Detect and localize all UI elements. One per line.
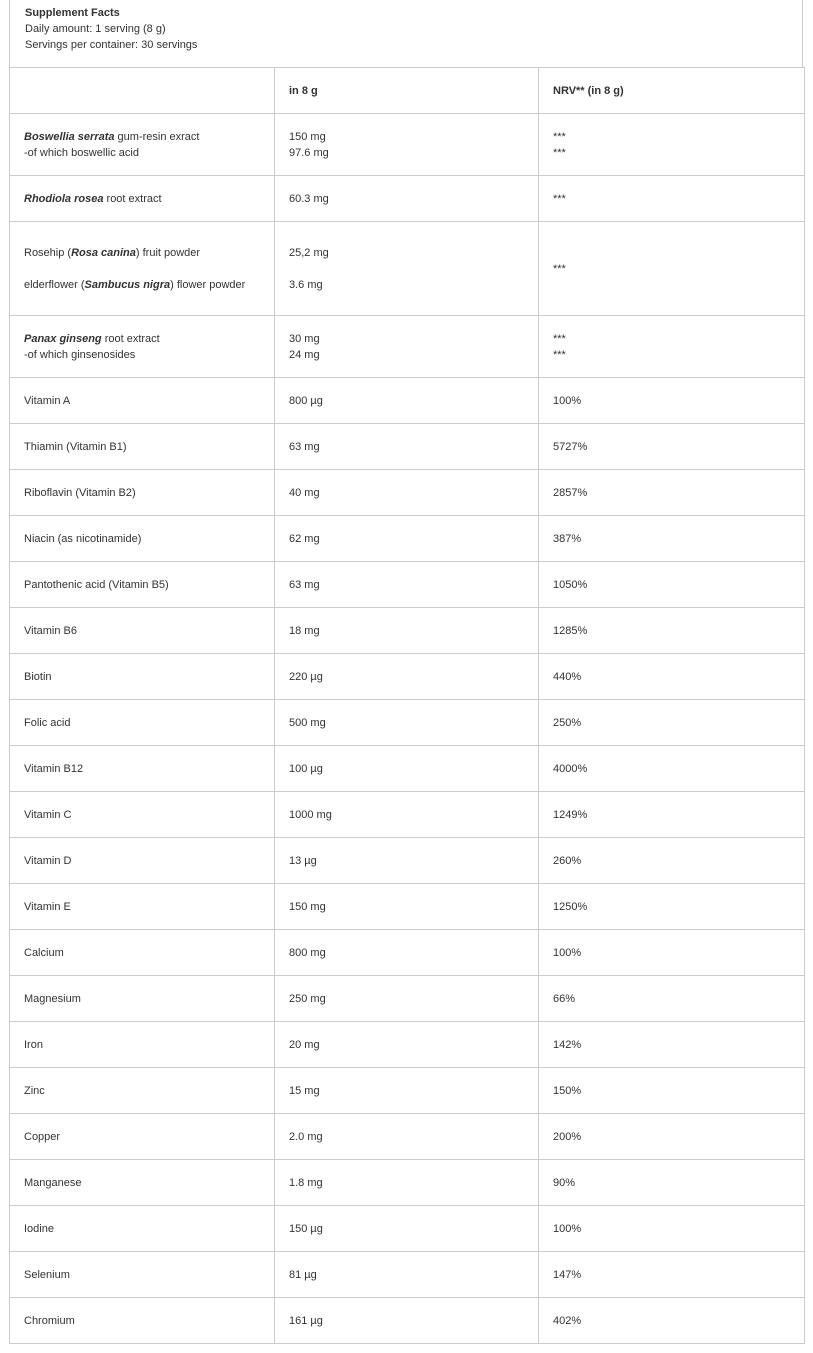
ingredient-part: ) flower powder bbox=[170, 278, 246, 291]
ingredient-nrv: 250% bbox=[539, 700, 805, 746]
ingredient-name bbox=[10, 176, 275, 222]
ingredient-part: root extract bbox=[103, 192, 162, 205]
ingredient-amount: 15 mg bbox=[275, 1068, 539, 1114]
ingredient-amount: 13 µg bbox=[275, 838, 539, 884]
ingredient-name: Vitamin E bbox=[10, 884, 275, 930]
table-row bbox=[10, 1068, 805, 1114]
ingredient-name: Vitamin D bbox=[10, 838, 275, 884]
ingredient-name: Chromium bbox=[10, 1298, 275, 1344]
facts-table bbox=[9, 67, 805, 1344]
nrv-value: *** bbox=[553, 332, 566, 345]
latin-name: Rosa canina bbox=[71, 246, 136, 259]
ingredient-nrv: *** bbox=[539, 176, 805, 222]
ingredient-nrv: 150% bbox=[539, 1068, 805, 1114]
header-ingredient bbox=[10, 68, 275, 114]
ingredient-name: Manganese bbox=[10, 1160, 275, 1206]
ingredient-name bbox=[10, 114, 275, 176]
table-row bbox=[10, 1252, 805, 1298]
table-row bbox=[10, 884, 805, 930]
ingredient-amount: 63 mg bbox=[275, 562, 539, 608]
header-nrv: NRV** (in 8 g) bbox=[539, 68, 805, 114]
table-row bbox=[10, 1298, 805, 1344]
ingredient-nrv: 5727% bbox=[539, 424, 805, 470]
ingredient-part: root extract bbox=[101, 332, 160, 345]
table-row bbox=[10, 838, 805, 884]
ingredient-nrv: 2857% bbox=[539, 470, 805, 516]
ingredient-name: Folic acid bbox=[10, 700, 275, 746]
ingredient-nrv: 100% bbox=[539, 930, 805, 976]
ingredient-nrv: 387% bbox=[539, 516, 805, 562]
latin-name: Panax ginseng bbox=[24, 332, 102, 345]
sub-amount-value: 97.6 mg bbox=[289, 146, 329, 159]
table-header-row bbox=[10, 68, 805, 114]
ingredient-nrv bbox=[539, 114, 805, 176]
sub-amount-value: 24 mg bbox=[289, 348, 320, 361]
ingredient-nrv: 402% bbox=[539, 1298, 805, 1344]
ingredient-nrv: 100% bbox=[539, 1206, 805, 1252]
ingredient-nrv: 1285% bbox=[539, 608, 805, 654]
ingredient-name: Vitamin B12 bbox=[10, 746, 275, 792]
facts-title: Supplement Facts bbox=[25, 7, 120, 19]
daily-amount: Daily amount: 1 serving (8 g) bbox=[25, 23, 166, 35]
ingredient-name: Selenium bbox=[10, 1252, 275, 1298]
ingredient-name: Iron bbox=[10, 1022, 275, 1068]
ingredient-nrv bbox=[539, 316, 805, 378]
ingredient-nrv: 100% bbox=[539, 378, 805, 424]
ingredient-nrv: *** bbox=[539, 222, 805, 316]
ingredient-name: Copper bbox=[10, 1114, 275, 1160]
nrv-value: *** bbox=[553, 130, 566, 143]
amount-value: 3.6 mg bbox=[289, 278, 323, 291]
ingredient-nrv: 1050% bbox=[539, 562, 805, 608]
ingredient-nrv: 147% bbox=[539, 1252, 805, 1298]
table-row bbox=[10, 424, 805, 470]
ingredient-name: Vitamin C bbox=[10, 792, 275, 838]
table-row bbox=[10, 608, 805, 654]
ingredient-name: Pantothenic acid (Vitamin B5) bbox=[10, 562, 275, 608]
ingredient-amount bbox=[275, 316, 539, 378]
ingredient-amount: 20 mg bbox=[275, 1022, 539, 1068]
table-row bbox=[10, 562, 805, 608]
ingredient-amount: 60.3 mg bbox=[275, 176, 539, 222]
ingredient-nrv: 200% bbox=[539, 1114, 805, 1160]
ingredient-name: Niacin (as nicotinamide) bbox=[10, 516, 275, 562]
table-row bbox=[10, 1022, 805, 1068]
ingredient-amount: 161 µg bbox=[275, 1298, 539, 1344]
ingredient-nrv: 90% bbox=[539, 1160, 805, 1206]
header-amount: in 8 g bbox=[275, 68, 539, 114]
ingredient-amount: 250 mg bbox=[275, 976, 539, 1022]
ingredient-amount: 100 µg bbox=[275, 746, 539, 792]
ingredient-amount: 150 mg bbox=[275, 884, 539, 930]
ingredient-amount: 1000 mg bbox=[275, 792, 539, 838]
table-row bbox=[10, 176, 805, 222]
ingredient-name: Riboflavin (Vitamin B2) bbox=[10, 470, 275, 516]
ingredient-amount: 220 µg bbox=[275, 654, 539, 700]
sub-nrv-value: *** bbox=[553, 146, 566, 159]
ingredient-nrv: 1249% bbox=[539, 792, 805, 838]
ingredient-name: Magnesium bbox=[10, 976, 275, 1022]
table-row bbox=[10, 114, 805, 176]
ingredient-nrv: 4000% bbox=[539, 746, 805, 792]
latin-name: Boswellia serrata bbox=[24, 130, 115, 143]
table-row bbox=[10, 746, 805, 792]
ingredient-nrv: 260% bbox=[539, 838, 805, 884]
amount-value: 30 mg bbox=[289, 332, 320, 345]
ingredient-name: Vitamin A bbox=[10, 378, 275, 424]
table-row bbox=[10, 1160, 805, 1206]
ingredient-nrv: 1250% bbox=[539, 884, 805, 930]
ingredient-part: ) fruit powder bbox=[135, 246, 201, 259]
ingredient-amount: 2.0 mg bbox=[275, 1114, 539, 1160]
ingredient-amount: 800 µg bbox=[275, 378, 539, 424]
ingredient-nrv: 440% bbox=[539, 654, 805, 700]
ingredient-amount: 18 mg bbox=[275, 608, 539, 654]
latin-name: Rhodiola rosea bbox=[24, 192, 104, 205]
ingredient-name: Iodine bbox=[10, 1206, 275, 1252]
table-row bbox=[10, 470, 805, 516]
table-row bbox=[10, 222, 805, 316]
table-row bbox=[10, 1206, 805, 1252]
sub-nrv-value: *** bbox=[553, 348, 566, 361]
ingredient-amount: 150 µg bbox=[275, 1206, 539, 1252]
table-row bbox=[10, 792, 805, 838]
ingredient-part: gum-resin exract bbox=[114, 130, 200, 143]
sub-ingredient: -of which boswellic acid bbox=[24, 146, 139, 159]
facts-header bbox=[9, 0, 803, 67]
sub-ingredient: -of which ginsenosides bbox=[24, 348, 136, 361]
ingredient-amount bbox=[275, 222, 539, 316]
ingredient-name: Biotin bbox=[10, 654, 275, 700]
ingredient-name: Calcium bbox=[10, 930, 275, 976]
ingredient-nrv: 66% bbox=[539, 976, 805, 1022]
table-row bbox=[10, 1114, 805, 1160]
table-row bbox=[10, 378, 805, 424]
ingredient-amount: 500 mg bbox=[275, 700, 539, 746]
ingredient-name bbox=[10, 222, 275, 316]
ingredient-part: elderflower ( bbox=[24, 278, 85, 291]
ingredient-name bbox=[10, 316, 275, 378]
ingredient-amount: 63 mg bbox=[275, 424, 539, 470]
ingredient-amount: 40 mg bbox=[275, 470, 539, 516]
table-row bbox=[10, 930, 805, 976]
ingredient-amount: 81 µg bbox=[275, 1252, 539, 1298]
table-row bbox=[10, 316, 805, 378]
ingredient-amount: 62 mg bbox=[275, 516, 539, 562]
table-row bbox=[10, 654, 805, 700]
latin-name: Sambucus nigra bbox=[84, 278, 171, 291]
amount-value: 25,2 mg bbox=[289, 246, 329, 259]
table-row bbox=[10, 516, 805, 562]
ingredient-name: Zinc bbox=[10, 1068, 275, 1114]
table-row bbox=[10, 976, 805, 1022]
ingredient-amount: 1.8 mg bbox=[275, 1160, 539, 1206]
ingredient-name: Vitamin B6 bbox=[10, 608, 275, 654]
ingredient-name: Thiamin (Vitamin B1) bbox=[10, 424, 275, 470]
amount-value: 150 mg bbox=[289, 130, 326, 143]
ingredient-nrv: 142% bbox=[539, 1022, 805, 1068]
ingredient-amount bbox=[275, 114, 539, 176]
ingredient-part: Rosehip ( bbox=[24, 246, 72, 259]
table-row bbox=[10, 700, 805, 746]
servings-per-container: Servings per container: 30 servings bbox=[25, 39, 198, 51]
ingredient-amount: 800 mg bbox=[275, 930, 539, 976]
